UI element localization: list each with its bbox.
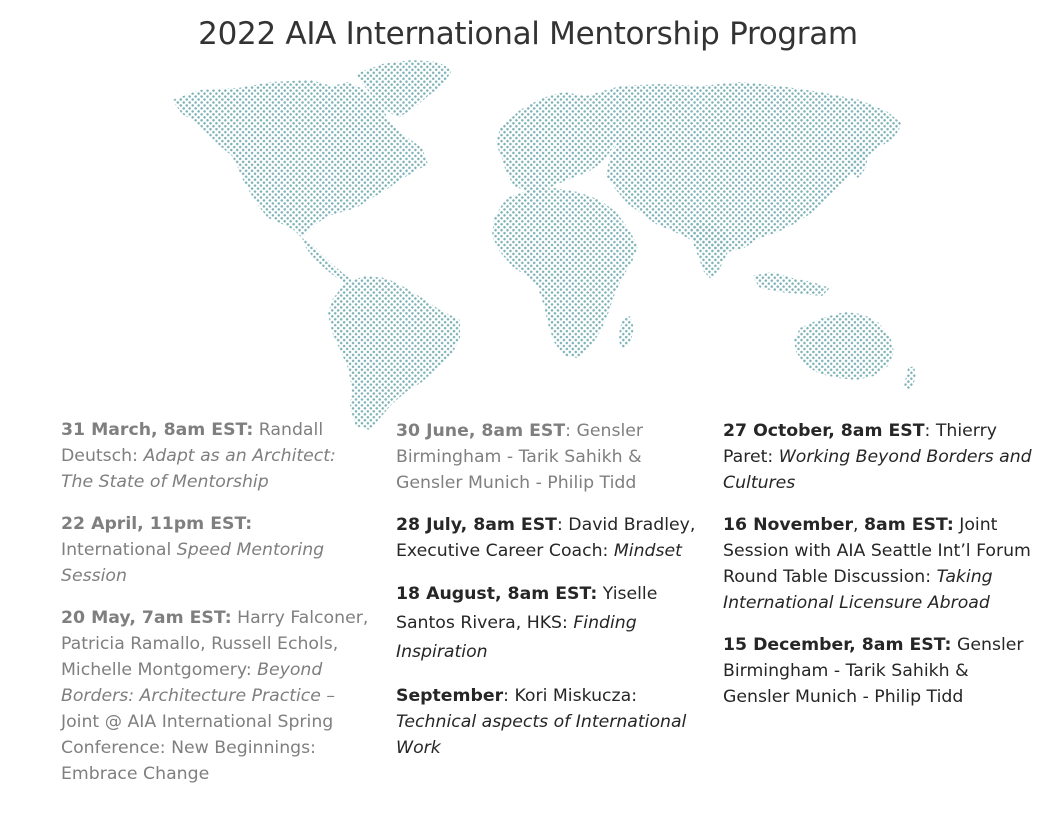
event-title: Mindset [613, 541, 682, 561]
europe-shape [496, 92, 620, 192]
event-description: International [61, 514, 264, 560]
event-description-continued: Joint @ AIA International Spring Conference: New Beginnings: Embrace Change [61, 712, 334, 784]
event-description: Harry Falconer, Patricia Ramallo, Russell Echols, Michelle Montgomery: [61, 608, 369, 680]
event-15-december [723, 632, 1033, 710]
event-title: Speed Mentoring Session [61, 540, 325, 586]
world-map-dotted [160, 52, 920, 437]
event-description: : Gensler Birmingham - Tarik Sahikh & Gensler Munich - Philip Tidd [396, 421, 643, 493]
event-title: Finding Inspiration [396, 613, 637, 662]
south-america-shape [328, 276, 460, 430]
column-mid-events [396, 418, 706, 777]
event-28-july [396, 512, 706, 564]
madagascar-shape [618, 316, 634, 350]
event-description: : Thierry Paret: [723, 421, 997, 467]
central-america-shape [302, 238, 352, 284]
page-title: 2022 AIA International Mentorship Program [198, 16, 858, 52]
event-description: Randall Deutsch: [61, 420, 324, 466]
event-date: 20 May, 7am EST: [61, 608, 232, 628]
event-time: 8am EST: [864, 515, 954, 535]
event-22-april [61, 511, 371, 589]
event-title: Working Beyond Borders and Cultures [723, 447, 1032, 493]
event-date: 28 July, 8am EST [396, 515, 557, 535]
event-description-continued: Joint Session with AIA Seattle Int’l Forum Round Table Discussion: [723, 515, 1031, 587]
event-date: September [396, 686, 504, 706]
column-past-events [61, 417, 371, 803]
event-date: 16 November [723, 515, 854, 535]
event-title: Taking International Licensure Abroad [723, 567, 993, 613]
event-september [396, 683, 706, 761]
event-title: Technical aspects of International Work [396, 712, 687, 758]
southeast-asia-islands-shape [752, 272, 830, 296]
event-31-march [61, 417, 371, 495]
event-description: , [853, 515, 865, 535]
event-title: Beyond Borders: Architecture Practice – [61, 660, 336, 706]
event-date: 30 June, 8am EST [396, 421, 566, 441]
event-30-june [396, 418, 706, 496]
event-16-november [723, 512, 1033, 616]
event-description: Gensler Birmingham - Tarik Sahikh & Gensler Munich - Philip Tidd [723, 635, 1024, 707]
event-description: : Kori Miskucza: [503, 686, 638, 706]
africa-shape [492, 188, 638, 358]
event-description: : David Bradley, Executive Career Coach: [396, 515, 696, 561]
event-date: 22 April, 11pm EST: [61, 514, 253, 534]
australia-shape [794, 312, 894, 380]
new-zealand-shape [904, 366, 916, 390]
event-18-august [396, 580, 706, 667]
event-title: Adapt as an Architect: The State of Mentorship [61, 446, 336, 492]
event-date: 27 October, 8am EST [723, 421, 925, 441]
event-description: Yiselle Santos Rivera, HKS: [396, 584, 658, 633]
column-right-events [723, 418, 1033, 726]
event-27-october [723, 418, 1033, 496]
event-date: 31 March, 8am EST: [61, 420, 254, 440]
event-date: 15 December, 8am EST: [723, 635, 952, 655]
event-date: 18 August, 8am EST: [396, 584, 598, 604]
event-20-may [61, 605, 371, 787]
